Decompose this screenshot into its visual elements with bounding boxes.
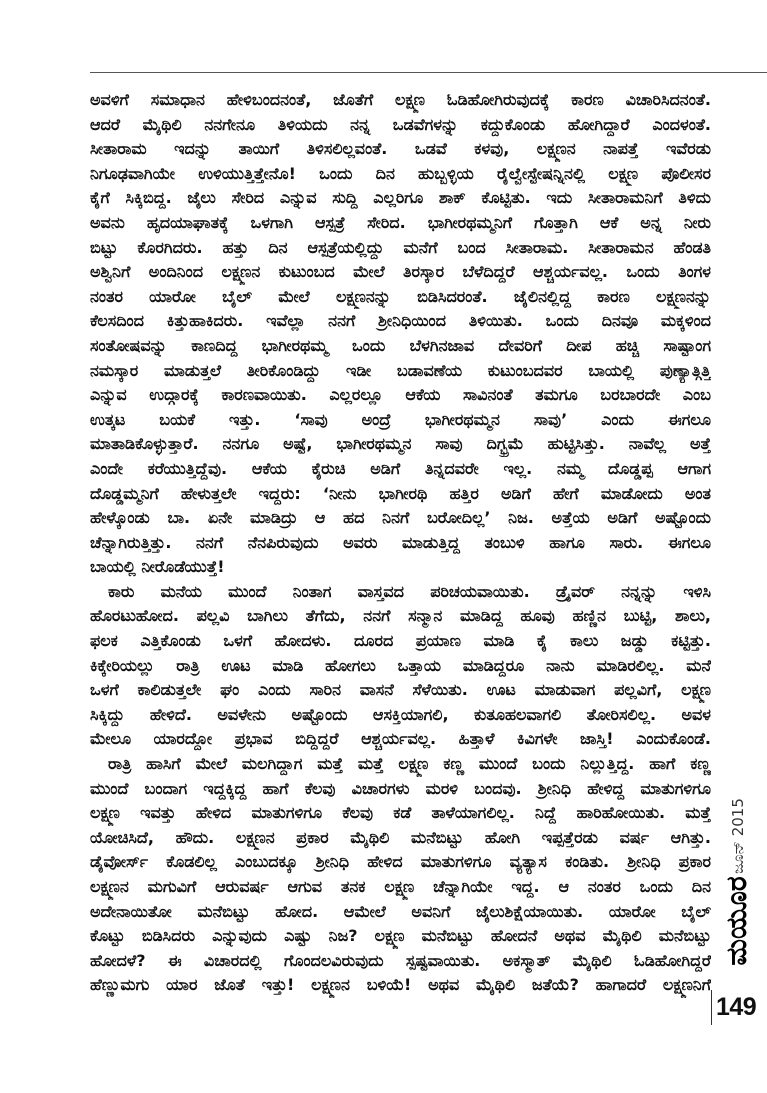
text-line: ಚೆನ್ನಾಗಿರುತ್ತಿತ್ತು. ನನಗೆ ನೆನಪಿರುವುದು ಅವರು ಮಾಡುತ್ತಿದ್ದ ತಂಬುಳಿ ಹಾಗೂ ಸಾರು. ಈಗಲೂ: [90, 532, 711, 552]
top-rule: [90, 72, 767, 73]
text-line: ಒಳಗೆ ಕಾಲಿಡುತ್ತಲೇ ಘಂ ಎಂದು ಸಾರಿನ ವಾಸನೆ ಸೆಳೆಯಿತು. ಊಟ ಮಾಡುವಾಗ ಪಲ್ಲವಿಗೆ, ಲಕ್ಷ್ಮಣ: [90, 680, 711, 700]
text-line: ಸಂತೋಷವನ್ನು ಕಾಣದಿದ್ದ ಭಾಗೀರಥಮ್ಮ ಒಂದು ಬೆಳಗಿನಜಾವ ದೇವರಿಗೆ ದೀಪ ಹಚ್ಚಿ ಸಾಷ್ಟಾಂಗ: [90, 335, 711, 355]
text-line: ಅವಳಿಗೆ ಸಮಾಧಾನ ಹೇಳಿಬಂದನಂತೆ, ಜೊತೆಗೆ ಲಕ್ಷ್ಮಣ ಓಡಿಹೋಗಿರುವುದಕ್ಕೆ ಕಾರಣ ವಿಚಾರಿಸಿದನಂತೆ.: [90, 90, 711, 109]
text-line: ಅಶ್ವಿನಿಗೆ ಅಂದಿನಿಂದ ಲಕ್ಷ್ಮಣನ ಕುಟುಂಬದ ಮೇಲೆ ತಿರಸ್ಕಾರ ಬೆಳೆದಿದ್ದರೆ ಆಶ್ಚರ್ಯವಲ್ಲ. ಒಂದು ತಿಂಗಳ: [90, 262, 711, 282]
text-line: ಹೋದಳೆ? ಈ ವಿಚಾರದಲ್ಲಿ ಗೊಂದಲವಿರುವುದು ಸ್ಪಷ್ಟವಾಯಿತು. ಅಕಸ್ಮಾತ್ ಮೈಥಿಲಿ ಓಡಿಹೋಗಿದ್ದರೆ: [90, 950, 711, 970]
text-line: ಡೈವೋರ್ಸ್ ಕೊಡಲಿಲ್ಲ ಎಂಬುದಕ್ಕೂ ಶ್ರೀನಿಧಿ ಹೇಳಿದ ಮಾತುಗಳಿಗೂ ವ್ಯತ್ಯಾಸ ಕಂಡಿತು. ಶ್ರೀನಿಧಿ ಪ್ರಕಾರ: [90, 852, 711, 872]
paragraph: [90, 88, 711, 580]
text-line: ಮುಂದೆ ಬಂದಾಗ ಇದ್ದಕ್ಕಿದ್ದ ಹಾಗೆ ಕೆಲವು ವಿಚಾರಗಳು ಮರಳಿ ಬಂದವು. ಶ್ರೀನಿಧಿ ಹೇಳಿದ್ದ ಮಾತುಗಳಿಗೂ: [90, 778, 711, 798]
text-line: ಉತ್ಕಟ ಬಯಕೆ ಇತ್ತು. ‘ಸಾವು ಅಂದ್ರೆ ಭಾಗೀರಥಮ್ಮನ ಸಾವು’ ಎಂದು ಈಗಲೂ: [90, 409, 711, 429]
text-line: ಲಕ್ಷ್ಮಣ ಇವತ್ತು ಹೇಳಿದ ಮಾತುಗಳಿಗೂ ಕೆಲವು ಕಡೆ ತಾಳೆಯಾಗಲಿಲ್ಲ. ನಿದ್ದೆ ಹಾರಿಹೋಯಿತು. ಮತ್ತೆ: [90, 803, 711, 823]
page-number: 149: [716, 993, 757, 1021]
text-line: ಮೇಲೂ ಯಾರದ್ದೋ ಪ್ರಭಾವ ಬಿದ್ದಿದ್ದರೆ ಆಶ್ಚರ್ಯವಲ್ಲ. ಹಿತ್ತಾಳೆ ಕಿವಿಗಳೇ ಜಾಸ್ತಿ! ಎಂದುಕೊಂಡೆ.: [90, 729, 711, 749]
text-line: ಕಾರು ಮನೆಯ ಮುಂದೆ ನಿಂತಾಗ ವಾಸ್ತವದ ಪರಿಚಯವಾಯಿತು. ಡ್ರೈವರ್ ನನ್ನನ್ನು ಇಳಿಸಿ: [108, 581, 711, 601]
paragraph: [90, 580, 711, 752]
page-number-divider: [711, 990, 712, 1025]
text-line: ಬಾಯಲ್ಲಿ ನೀರೊಡೆಯುತ್ತೆ!: [90, 557, 225, 577]
text-line: ಹೊರಟುಹೋದ. ಪಲ್ಲವಿ ಬಾಗಿಲು ತೆಗೆದು, ನನಗೆ ಸನ್ಮಾನ ಮಾಡಿದ್ದ ಹೂವು ಹಣ್ಣಿನ ಬುಟ್ಟಿ, ಶಾಲು,: [90, 606, 711, 626]
text-line: ಕೆಲಸದಿಂದ ಕಿತ್ತುಹಾಕಿದರು. ಇವೆಲ್ಲಾ ನನಗೆ ಶ್ರೀನಿಧಿಯಿಂದ ತಿಳಿಯಿತು. ಒಂದು ದಿನವೂ ಮಕ್ಕಳಿಂದ: [90, 311, 711, 331]
text-line: ಯೋಚಿಸಿದೆ, ಹೌದು. ಲಕ್ಷ್ಮಣನ ಪ್ರಕಾರ ಮೈಥಿಲಿ ಮನೆಬಿಟ್ಟು ಹೋಗಿ ಇಪ್ಪತ್ತೆರಡು ವರ್ಷ ಆಗಿತ್ತು.: [90, 827, 711, 847]
text-line: ಕಿಕ್ಕೇರಿಯಲ್ಲು ರಾತ್ರಿ ಊಟ ಮಾಡಿ ಹೋಗಲು ಒತ್ತಾಯ ಮಾಡಿದ್ದರೂ ನಾನು ಮಾಡಿರಲಿಲ್ಲ. ಮನೆ: [90, 655, 711, 675]
text-line: ಸೀತಾರಾಮ ಇದನ್ನು ತಾಯಿಗೆ ತಿಳಿಸಲಿಲ್ಲವಂತೆ. ಒಡವೆ ಕಳವು, ಲಕ್ಷ್ಮಣನ ನಾಪತ್ತೆ ಇವೆರಡು: [90, 139, 711, 159]
text-line: ಲಕ್ಷ್ಮಣನ ಮಗುವಿಗೆ ಆರುವರ್ಷ ಆಗುವ ತನಕ ಲಕ್ಷ್ಮಣ ಚೆನ್ನಾಗಿಯೇ ಇದ್ದ. ಆ ನಂತರ ಒಂದು ದಿನ: [90, 877, 711, 896]
text-line: ಕೈಗೆ ಸಿಕ್ಕಿಬಿದ್ದ. ಜೈಲು ಸೇರಿದ ಎನ್ನುವ ಸುದ್ದಿ ಎಲ್ಲರಿಗೂ ಶಾಕ್ ಕೊಟ್ಟಿತು. ಇದು ಸೀತಾರಾಮನಿಗೆ ತಿಳಿದು: [90, 188, 711, 208]
issue-date: ಜೂನ್ 2015: [729, 798, 747, 874]
text-line: ಅವನು ಹೃದಯಾಘಾತಕ್ಕೆ ಒಳಗಾಗಿ ಆಸ್ಪತ್ರೆ ಸೇರಿದ. ಭಾಗೀರಥಮ್ಮನಿಗೆ ಗೊತ್ತಾಗಿ ಆಕೆ ಅನ್ನ ನೀರು: [90, 212, 711, 232]
text-line: ನಮಸ್ಕಾರ ಮಾಡುತ್ತಲೆ ತೀರಿಕೊಂಡಿದ್ದು ಇಡೀ ಬಡಾವಣೆಯ ಕುಟುಂಬದವರ ಬಾಯಲ್ಲಿ ಪುಣ್ಯಾತ್ಗಿತ್ತಿ: [90, 360, 711, 380]
paragraph: [90, 752, 711, 998]
text-line: ರಾತ್ರಿ ಹಾಸಿಗೆ ಮೇಲೆ ಮಲಗಿದ್ದಾಗ ಮತ್ತೆ ಮತ್ತೆ ಲಕ್ಷ್ಮಣ ಕಣ್ಣ ಮುಂದೆ ಬಂದು ನಿಲ್ಲುತ್ತಿದ್ದ. ಹಾಗೆ ಕಣ್ಣ: [108, 754, 711, 774]
text-line: ಬಿಟ್ಟು ಕೊರಗಿದರು. ಹತ್ತು ದಿನ ಆಸ್ಪತ್ರೆಯಲ್ಲಿದ್ದು ಮನೆಗೆ ಬಂದ ಸೀತಾರಾಮ. ಸೀತಾರಾಮನ ಹೆಂಡತಿ: [90, 237, 711, 257]
text-line: ಸಿಕ್ಕಿದ್ದು ಹೇಳಿದೆ. ಅವಳೇನು ಅಷ್ಟೊಂದು ಆಸಕ್ತಿಯಾಗಲಿ, ಕುತೂಹಲವಾಗಲಿ ತೋರಿಸಲಿಲ್ಲ. ಅವಳ: [90, 704, 711, 724]
text-line: ಅದೇನಾಯಿತೋ ಮನೆಬಿಟ್ಟು ಹೋದ. ಆಮೇಲೆ ಅವನಿಗೆ ಜೈಲುಶಿಕ್ಷೆಯಾಯಿತು. ಯಾರೋ ಬೈಲ್: [90, 901, 711, 921]
text-line: ಎಂದೇ ಕರೆಯುತ್ತಿದ್ದೆವು. ಆಕೆಯ ಕೈರುಚಿ ಅಡಿಗೆ ತಿನ್ನದವರೇ ಇಲ್ಲ. ನಮ್ಮ ದೊಡ್ಡಪ್ಪ ಆಗಾಗ: [90, 458, 711, 478]
text-line: ದೊಡ್ಡಮ್ಮನಿಗೆ ಹೇಳುತ್ತಲೇ ಇದ್ದರು: ‘ನೀನು ಭಾಗೀರಥಿ ಹತ್ತಿರ ಅಡಿಗೆ ಹೇಗೆ ಮಾಡೋದು ಅಂತ: [90, 483, 711, 503]
text-line: ನಿಗೂಢವಾಗಿಯೇ ಉಳಿಯುತ್ತಿತ್ತೇನೊ! ಒಂದು ದಿನ ಹುಬ್ಬಳ್ಳಿಯ ರೈಲ್ವೇಸ್ಟೇಷನ್ನಿನಲ್ಲಿ ಲಕ್ಷ್ಮಣ ಪೊಲೀಸರ: [90, 163, 711, 183]
text-line: ಫಲಕ ಎತ್ತಿಕೊಂಡು ಒಳಗೆ ಹೋದಳು. ದೂರದ ಪ್ರಯಾಣ ಮಾಡಿ ಕೈ ಕಾಲು ಜಡ್ಡು ಕಟ್ಟಿತ್ತು.: [90, 631, 711, 651]
text-line: ಮಾತಾಡಿಕೊಳ್ಳುತ್ತಾರೆ. ನನಗೂ ಅಷ್ಟೆ, ಭಾಗೀರಥಮ್ಮನ ಸಾವು ದಿಗ್ಭ್ರಮೆ ಹುಟ್ಟಿಸಿತ್ತು. ನಾವೆಲ್ಲ ಅತ್ತೆ: [90, 434, 711, 454]
article-body: [90, 88, 711, 998]
text-line: ಹೇಳ್ಕೊಂಡು ಬಾ. ಏನೇ ಮಾಡಿದ್ರು ಆ ಹದ ನಿನಗೆ ಬರೋದಿಲ್ಲ’ ನಿಜ. ಅತ್ತೆಯ ಅಡಿಗೆ ಅಷ್ಟೊಂದು: [90, 508, 711, 528]
text-line: ಆದರೆ ಮೈಥಿಲಿ ನನಗೇನೂ ತಿಳಿಯದು ನನ್ನ ಒಡವೆಗಳನ್ನು ಕದ್ದುಕೊಂಡು ಹೋಗಿದ್ದಾರೆ ಎಂದಳಂತೆ.: [90, 114, 711, 134]
text-line: ಹೆಣ್ಣುಮಗು ಯಾರ ಜೊತೆ ಇತ್ತು! ಲಕ್ಷ್ಮಣನ ಬಳಿಯೆ! ಅಥವ ಮೈಥಿಲಿ ಜತೆಯೆ? ಹಾಗಾದರೆ ಲಕ್ಷ್ಮಣನಿಗೆ: [90, 975, 711, 995]
text-line: ಎನ್ನುವ ಉದ್ಗಾರಕ್ಕೆ ಕಾರಣವಾಯಿತು. ಎಲ್ಲರಲ್ಲೂ ಆಕೆಯ ಸಾವಿನಂತೆ ತಮಗೂ ಬರಬಾರದೇ ಎಂಬ: [90, 385, 711, 405]
magazine-logo: ಮಯೂರ: [720, 876, 753, 966]
text-line: ನಂತರ ಯಾರೋ ಬೈಲ್ ಮೇಲೆ ಲಕ್ಷ್ಮಣನನ್ನು ಬಿಡಿಸಿದರಂತೆ. ಜೈಲಿನಲ್ಲಿದ್ದ ಕಾರಣ ಲಕ್ಷ್ಮಣನನ್ನು: [90, 286, 711, 306]
text-line: ಕೊಟ್ಟು ಬಿಡಿಸಿದರು ಎನ್ನುವುದು ಎಷ್ಟು ನಿಜ? ಲಕ್ಷ್ಮಣ ಮನೆಬಿಟ್ಟು ಹೋದನೆ ಅಥವ ಮೈಥಿಲಿ ಮನೆಬಿಟ್ಟು: [90, 926, 711, 946]
